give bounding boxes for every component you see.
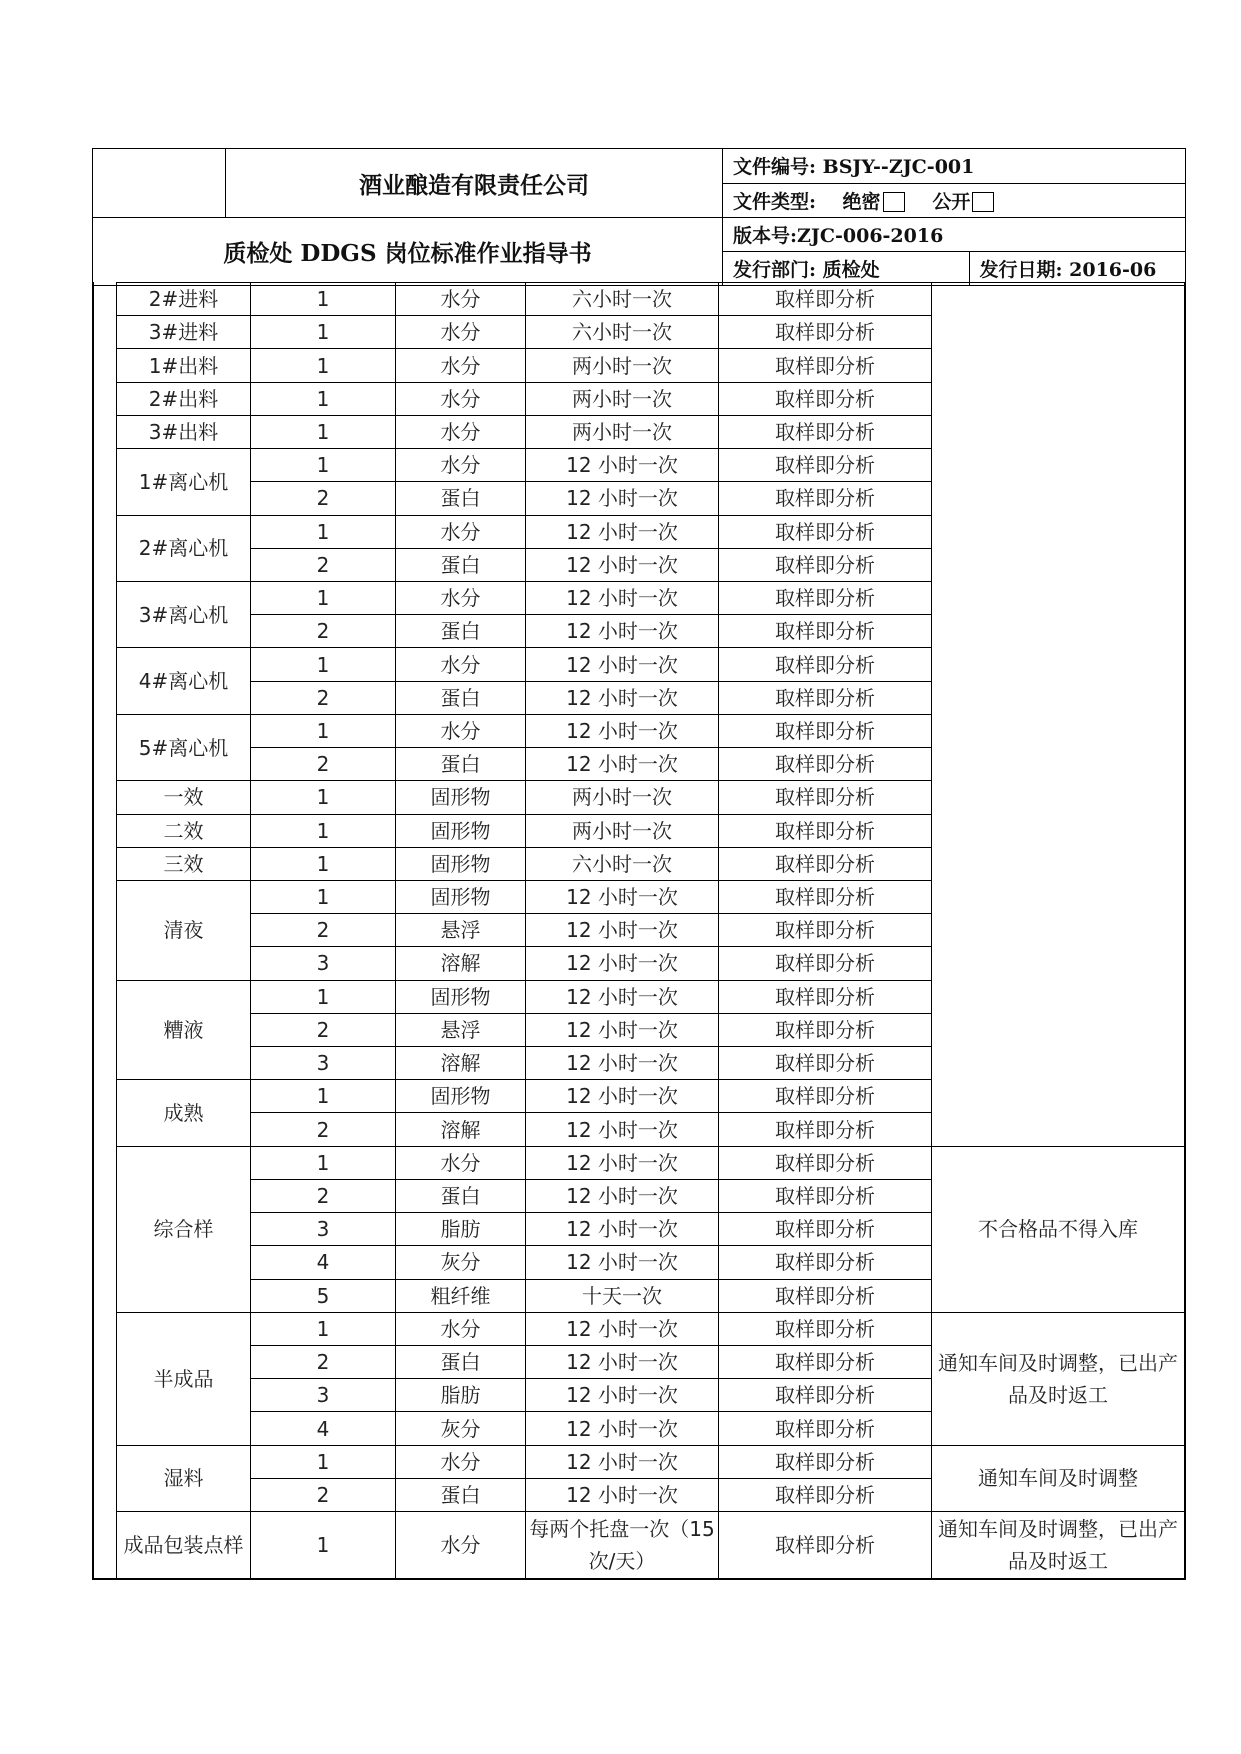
method-cell: 取样即分析 xyxy=(719,515,932,548)
method-cell: 取样即分析 xyxy=(719,980,932,1013)
frequency-cell: 12 小时一次 xyxy=(526,1478,719,1511)
sample-point-cell: 3#出料 xyxy=(117,415,251,448)
test-item-cell: 蛋白 xyxy=(396,1478,526,1511)
frame-left-border xyxy=(92,282,94,1579)
test-item-cell: 溶解 xyxy=(396,947,526,980)
sequence-cell: 1 xyxy=(251,1445,396,1478)
test-item-cell: 水分 xyxy=(396,316,526,349)
method-cell: 取样即分析 xyxy=(719,1013,932,1046)
frequency-cell: 12 小时一次 xyxy=(526,1047,719,1080)
table-row xyxy=(117,1512,1185,1579)
test-item-cell: 水分 xyxy=(396,415,526,448)
sequence-cell: 2 xyxy=(251,1013,396,1046)
frequency-cell: 12 小时一次 xyxy=(526,515,719,548)
sequence-cell: 4 xyxy=(251,1412,396,1445)
sample-point-cell: 3#进料 xyxy=(117,316,251,349)
frequency-cell: 两小时一次 xyxy=(526,415,719,448)
sample-point-cell: 湿料 xyxy=(117,1445,251,1511)
remark-cell: 通知车间及时调整 xyxy=(932,1445,1185,1511)
test-item-cell: 固形物 xyxy=(396,781,526,814)
sequence-cell: 1 xyxy=(251,1146,396,1179)
document-title: 质检处 DDGS 岗位标准作业指导书 xyxy=(93,218,723,286)
public-label: 公开 xyxy=(932,190,971,213)
method-cell: 取样即分析 xyxy=(719,615,932,648)
test-item-cell: 水分 xyxy=(396,449,526,482)
frequency-cell: 12 小时一次 xyxy=(526,449,719,482)
test-item-cell: 水分 xyxy=(396,349,526,382)
sequence-cell: 3 xyxy=(251,1379,396,1412)
sequence-cell: 1 xyxy=(251,382,396,415)
document-header xyxy=(92,148,1186,286)
method-cell: 取样即分析 xyxy=(719,581,932,614)
sequence-cell: 4 xyxy=(251,1246,396,1279)
frequency-cell: 12 小时一次 xyxy=(526,1312,719,1345)
method-cell: 取样即分析 xyxy=(719,548,932,581)
method-cell: 取样即分析 xyxy=(719,814,932,847)
frequency-cell: 每两个托盘一次（15 次/天） xyxy=(526,1512,719,1579)
sequence-cell: 1 xyxy=(251,1080,396,1113)
test-item-cell: 蛋白 xyxy=(396,748,526,781)
test-item-cell: 固形物 xyxy=(396,847,526,880)
sequence-cell: 2 xyxy=(251,681,396,714)
test-item-cell: 溶解 xyxy=(396,1047,526,1080)
method-cell: 取样即分析 xyxy=(719,914,932,947)
test-item-cell: 蛋白 xyxy=(396,1179,526,1212)
sequence-cell: 1 xyxy=(251,781,396,814)
frequency-cell: 12 小时一次 xyxy=(526,615,719,648)
sequence-cell: 1 xyxy=(251,515,396,548)
frequency-cell: 12 小时一次 xyxy=(526,1080,719,1113)
frequency-cell: 12 小时一次 xyxy=(526,1179,719,1212)
frequency-cell: 12 小时一次 xyxy=(526,914,719,947)
sample-point-cell: 5#离心机 xyxy=(117,714,251,780)
method-cell: 取样即分析 xyxy=(719,880,932,913)
sequence-cell: 1 xyxy=(251,847,396,880)
frequency-cell: 12 小时一次 xyxy=(526,980,719,1013)
test-item-cell: 粗纤维 xyxy=(396,1279,526,1312)
test-item-cell: 水分 xyxy=(396,283,526,316)
sequence-cell: 1 xyxy=(251,449,396,482)
frequency-cell: 12 小时一次 xyxy=(526,1213,719,1246)
test-item-cell: 脂肪 xyxy=(396,1379,526,1412)
frequency-cell: 12 小时一次 xyxy=(526,1113,719,1146)
test-item-cell: 固形物 xyxy=(396,980,526,1013)
sample-point-cell: 糟液 xyxy=(117,980,251,1080)
sequence-cell: 1 xyxy=(251,714,396,747)
sequence-cell: 1 xyxy=(251,980,396,1013)
sequence-cell: 2 xyxy=(251,1179,396,1212)
remark-cell xyxy=(932,283,1185,1147)
frequency-cell: 六小时一次 xyxy=(526,847,719,880)
remark-cell: 不合格品不得入库 xyxy=(932,1146,1185,1312)
method-cell: 取样即分析 xyxy=(719,1512,932,1579)
frequency-cell: 12 小时一次 xyxy=(526,1412,719,1445)
test-item-cell: 灰分 xyxy=(396,1246,526,1279)
sample-point-cell: 2#出料 xyxy=(117,382,251,415)
test-item-cell: 水分 xyxy=(396,1312,526,1345)
method-cell: 取样即分析 xyxy=(719,1246,932,1279)
sequence-cell: 1 xyxy=(251,814,396,847)
test-item-cell: 水分 xyxy=(396,382,526,415)
method-cell: 取样即分析 xyxy=(719,316,932,349)
test-item-cell: 蛋白 xyxy=(396,1346,526,1379)
test-item-cell: 悬浮 xyxy=(396,914,526,947)
frequency-cell: 12 小时一次 xyxy=(526,681,719,714)
method-cell: 取样即分析 xyxy=(719,681,932,714)
test-item-cell: 脂肪 xyxy=(396,1213,526,1246)
method-cell: 取样即分析 xyxy=(719,1213,932,1246)
sample-point-cell: 2#离心机 xyxy=(117,515,251,581)
sequence-cell: 1 xyxy=(251,349,396,382)
sequence-cell: 2 xyxy=(251,1478,396,1511)
issuing-department: 发行部门: 质检处 xyxy=(723,252,969,285)
sample-point-cell: 成熟 xyxy=(117,1080,251,1146)
sequence-cell: 3 xyxy=(251,947,396,980)
frequency-cell: 12 小时一次 xyxy=(526,1013,719,1046)
test-item-cell: 水分 xyxy=(396,1445,526,1478)
frequency-cell: 两小时一次 xyxy=(526,349,719,382)
issue-date: 发行日期: 2016-06 xyxy=(979,258,1157,281)
sample-point-cell: 1#出料 xyxy=(117,349,251,382)
company-name: 酒业酿造有限责任公司 xyxy=(226,149,723,218)
document-number: 文件编号: BSJY--ZJC-001 xyxy=(733,156,975,179)
sample-point-cell: 半成品 xyxy=(117,1312,251,1445)
test-item-cell: 灰分 xyxy=(396,1412,526,1445)
test-item-cell: 固形物 xyxy=(396,880,526,913)
frequency-cell: 两小时一次 xyxy=(526,814,719,847)
test-item-cell: 固形物 xyxy=(396,1080,526,1113)
confidential-checkbox[interactable] xyxy=(883,192,905,212)
sequence-cell: 3 xyxy=(251,1213,396,1246)
sequence-cell: 1 xyxy=(251,283,396,316)
method-cell: 取样即分析 xyxy=(719,382,932,415)
test-item-cell: 蛋白 xyxy=(396,681,526,714)
sample-point-cell: 三效 xyxy=(117,847,251,880)
frequency-cell: 12 小时一次 xyxy=(526,947,719,980)
test-item-cell: 蛋白 xyxy=(396,615,526,648)
sample-point-cell: 综合样 xyxy=(117,1146,251,1312)
sequence-cell: 5 xyxy=(251,1279,396,1312)
frequency-cell: 两小时一次 xyxy=(526,781,719,814)
test-item-cell: 固形物 xyxy=(396,814,526,847)
document-type-label: 文件类型: xyxy=(733,190,817,213)
sequence-cell: 2 xyxy=(251,1113,396,1146)
sample-point-cell: 清夜 xyxy=(117,880,251,980)
sequence-cell: 1 xyxy=(251,581,396,614)
sequence-cell: 1 xyxy=(251,316,396,349)
test-item-cell: 悬浮 xyxy=(396,1013,526,1046)
frequency-cell: 12 小时一次 xyxy=(526,581,719,614)
method-cell: 取样即分析 xyxy=(719,449,932,482)
method-cell: 取样即分析 xyxy=(719,1080,932,1113)
sample-point-cell: 4#离心机 xyxy=(117,648,251,714)
version-number: 版本号:ZJC-006-2016 xyxy=(733,224,944,247)
table-row xyxy=(117,1312,1185,1345)
sample-point-cell: 二效 xyxy=(117,814,251,847)
method-cell: 取样即分析 xyxy=(719,1412,932,1445)
sequence-cell: 1 xyxy=(251,1512,396,1579)
sequence-cell: 1 xyxy=(251,1312,396,1345)
sequence-cell: 2 xyxy=(251,548,396,581)
method-cell: 取样即分析 xyxy=(719,349,932,382)
sequence-cell: 1 xyxy=(251,880,396,913)
test-item-cell: 蛋白 xyxy=(396,548,526,581)
method-cell: 取样即分析 xyxy=(719,1478,932,1511)
frequency-cell: 12 小时一次 xyxy=(526,1445,719,1478)
method-cell: 取样即分析 xyxy=(719,1113,932,1146)
document-type-row xyxy=(723,183,1185,217)
method-cell: 取样即分析 xyxy=(719,1279,932,1312)
test-item-cell: 水分 xyxy=(396,648,526,681)
frequency-cell: 12 小时一次 xyxy=(526,648,719,681)
method-cell: 取样即分析 xyxy=(719,1146,932,1179)
test-item-cell: 水分 xyxy=(396,1512,526,1579)
confidential-label: 绝密 xyxy=(842,190,881,213)
frequency-cell: 12 小时一次 xyxy=(526,748,719,781)
sequence-cell: 1 xyxy=(251,415,396,448)
frequency-cell: 12 小时一次 xyxy=(526,482,719,515)
remark-cell: 通知车间及时调整，已出产品及时返工 xyxy=(932,1512,1185,1579)
method-cell: 取样即分析 xyxy=(719,1312,932,1345)
method-cell: 取样即分析 xyxy=(719,648,932,681)
frequency-cell: 12 小时一次 xyxy=(526,548,719,581)
method-cell: 取样即分析 xyxy=(719,482,932,515)
method-cell: 取样即分析 xyxy=(719,748,932,781)
inspection-table xyxy=(116,282,1185,1579)
method-cell: 取样即分析 xyxy=(719,781,932,814)
sequence-cell: 2 xyxy=(251,1346,396,1379)
sequence-cell: 2 xyxy=(251,914,396,947)
frequency-cell: 两小时一次 xyxy=(526,382,719,415)
sequence-cell: 1 xyxy=(251,648,396,681)
frequency-cell: 12 小时一次 xyxy=(526,714,719,747)
sequence-cell: 2 xyxy=(251,482,396,515)
sample-point-cell: 成品包装点样 xyxy=(117,1512,251,1579)
frequency-cell: 12 小时一次 xyxy=(526,1246,719,1279)
test-item-cell: 水分 xyxy=(396,581,526,614)
test-item-cell: 水分 xyxy=(396,515,526,548)
frequency-cell: 12 小时一次 xyxy=(526,1379,719,1412)
sample-point-cell: 2#进料 xyxy=(117,283,251,316)
frequency-cell: 12 小时一次 xyxy=(526,1146,719,1179)
sequence-cell: 2 xyxy=(251,748,396,781)
method-cell: 取样即分析 xyxy=(719,1047,932,1080)
sample-point-cell: 3#离心机 xyxy=(117,581,251,647)
frequency-cell: 12 小时一次 xyxy=(526,880,719,913)
test-item-cell: 水分 xyxy=(396,1146,526,1179)
method-cell: 取样即分析 xyxy=(719,283,932,316)
sequence-cell: 3 xyxy=(251,1047,396,1080)
public-checkbox[interactable] xyxy=(972,192,994,212)
frequency-cell: 12 小时一次 xyxy=(526,1346,719,1379)
test-item-cell: 水分 xyxy=(396,714,526,747)
table-row xyxy=(117,283,1185,316)
method-cell: 取样即分析 xyxy=(719,415,932,448)
method-cell: 取样即分析 xyxy=(719,1445,932,1478)
method-cell: 取样即分析 xyxy=(719,1179,932,1212)
table-row xyxy=(117,1445,1185,1478)
table-row xyxy=(117,1146,1185,1179)
test-item-cell: 溶解 xyxy=(396,1113,526,1146)
sample-point-cell: 一效 xyxy=(117,781,251,814)
frequency-cell: 六小时一次 xyxy=(526,283,719,316)
method-cell: 取样即分析 xyxy=(719,847,932,880)
frequency-cell: 十天一次 xyxy=(526,1279,719,1312)
logo-cell xyxy=(93,149,226,218)
method-cell: 取样即分析 xyxy=(719,714,932,747)
remark-cell: 通知车间及时调整，已出产品及时返工 xyxy=(932,1312,1185,1445)
method-cell: 取样即分析 xyxy=(719,947,932,980)
method-cell: 取样即分析 xyxy=(719,1346,932,1379)
sample-point-cell: 1#离心机 xyxy=(117,449,251,515)
frequency-cell: 六小时一次 xyxy=(526,316,719,349)
sequence-cell: 2 xyxy=(251,615,396,648)
method-cell: 取样即分析 xyxy=(719,1379,932,1412)
test-item-cell: 蛋白 xyxy=(396,482,526,515)
